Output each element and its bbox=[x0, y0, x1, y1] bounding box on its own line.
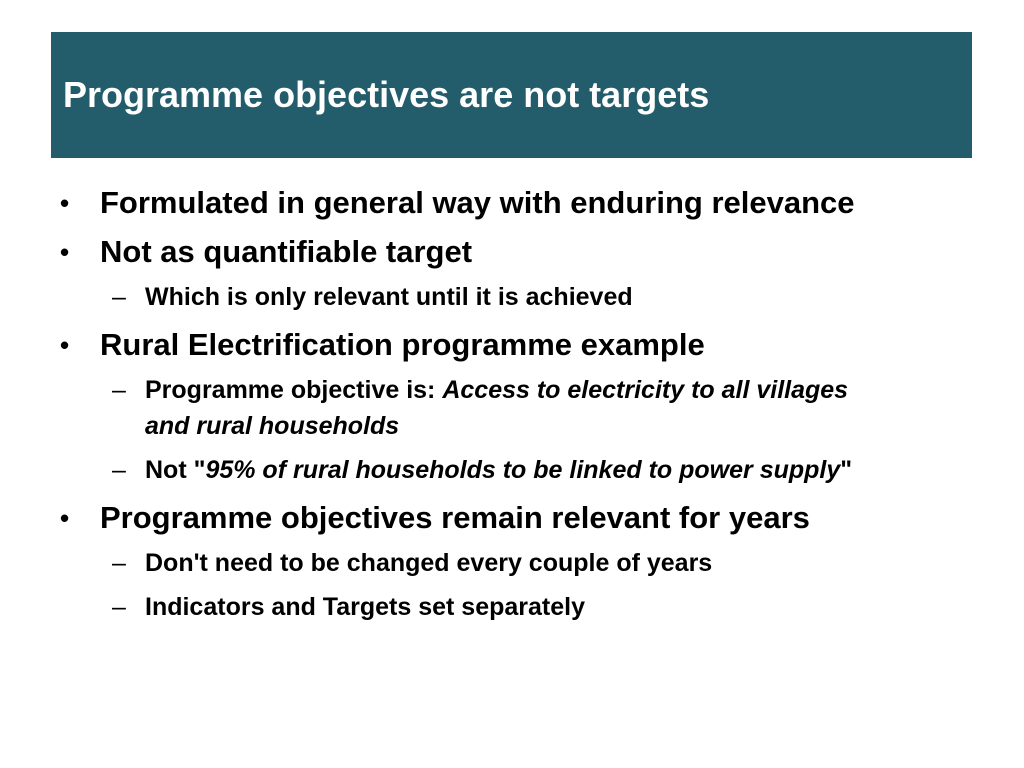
bullet-text: Not as quantifiable target bbox=[100, 234, 473, 269]
sub-bullet-item bbox=[100, 372, 885, 444]
sub-bullet-text: Don't need to be changed every couple of years bbox=[145, 549, 713, 577]
bullet-item bbox=[60, 326, 960, 488]
bullet-item bbox=[60, 499, 960, 625]
bullet-item bbox=[60, 184, 960, 222]
dash-icon: – bbox=[112, 549, 126, 577]
sub-bullet-item bbox=[100, 545, 885, 581]
dash-icon: – bbox=[112, 593, 126, 621]
bullet-list bbox=[60, 184, 960, 636]
sub-bullet-tail: " bbox=[840, 456, 853, 484]
bullet-icon: • bbox=[60, 188, 70, 218]
sub-bullet-item bbox=[100, 452, 885, 488]
sub-bullet-list bbox=[100, 545, 960, 625]
bullet-icon: • bbox=[60, 330, 70, 360]
dash-icon: – bbox=[112, 456, 126, 484]
sub-bullet-italic: 95% of rural households to be linked to power supply bbox=[205, 456, 841, 484]
bullet-icon: • bbox=[60, 503, 70, 533]
bullet-icon: • bbox=[60, 237, 70, 267]
sub-bullet-text: Which is only relevant until it is achieved bbox=[145, 283, 633, 311]
sub-bullet-list bbox=[100, 279, 960, 315]
sub-bullet-lead: Not " bbox=[145, 456, 206, 484]
sub-bullet-item bbox=[100, 589, 885, 625]
dash-icon: – bbox=[112, 283, 126, 311]
sub-bullet-text: Indicators and Targets set separately bbox=[145, 593, 585, 621]
bullet-text: Rural Electrification programme example bbox=[100, 327, 705, 362]
sub-bullet-lead: Programme objective is: bbox=[145, 376, 443, 404]
slide-title: Programme objectives are not targets bbox=[63, 74, 710, 115]
title-bar bbox=[51, 32, 972, 158]
sub-bullet-item bbox=[100, 279, 885, 315]
sub-bullet-italic: Access to electricity to all villages and rural households bbox=[145, 376, 849, 440]
bullet-text: Programme objectives remain relevant for years bbox=[100, 500, 810, 535]
bullet-item bbox=[60, 233, 960, 315]
sub-bullet-list bbox=[100, 372, 960, 488]
dash-icon: – bbox=[112, 376, 126, 404]
bullet-text: Formulated in general way with enduring relevance bbox=[100, 185, 855, 220]
